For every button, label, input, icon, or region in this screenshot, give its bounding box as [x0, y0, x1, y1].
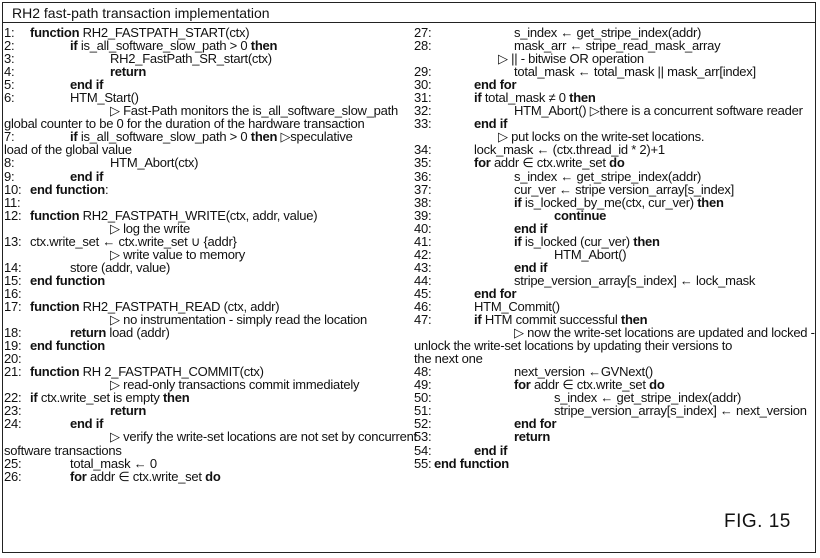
- code-text: [70, 417, 103, 430]
- code-text: [30, 274, 105, 287]
- code-fragment: s_index ← get_stripe_index(addr): [554, 390, 742, 406]
- keyword: if: [70, 129, 78, 145]
- title-bar: [2, 2, 816, 23]
- line-number: 43:: [414, 259, 432, 275]
- code-fragment: lock_mask ← (ctx.thread_id * 2)+1: [474, 142, 665, 158]
- keyword: if: [514, 194, 522, 210]
- code-fragment: load of the global value: [4, 142, 132, 158]
- line-number: 30:: [414, 77, 432, 93]
- line-number: 20:: [4, 351, 22, 367]
- keyword: function: [30, 298, 80, 314]
- line-number: 34:: [414, 142, 432, 158]
- code-fragment: ▷ no instrumentation - simply read the location: [110, 312, 367, 328]
- keyword: then: [633, 233, 660, 249]
- code-fragment: is_locked (cur_ver): [521, 233, 634, 249]
- code-fragment: :: [105, 181, 109, 197]
- keyword: for: [474, 155, 491, 171]
- code-line: [4, 209, 412, 222]
- code-fragment: RH2_FASTPATH_WRITE(ctx, addr, value): [79, 207, 318, 223]
- code-fragment: total_mask ← total_mask || mask_arr[index]: [514, 64, 756, 80]
- code-fragment: HTM_Start(): [70, 90, 139, 106]
- keyword: end for: [474, 285, 517, 301]
- code-fragment: stripe_version_array[s_index] ← lock_mask: [514, 272, 756, 288]
- line-number: 22:: [4, 390, 22, 406]
- line-number: 47:: [414, 312, 432, 328]
- code-fragment: ▷ log the write: [110, 220, 190, 236]
- keyword: then: [697, 194, 724, 210]
- code-fragment: s_index ← get_stripe_index(addr): [514, 168, 702, 184]
- keyword: end for: [474, 77, 517, 93]
- code-fragment: HTM commit successful: [481, 312, 621, 328]
- line-number: 52:: [414, 416, 432, 432]
- code-text: [554, 248, 626, 261]
- line-number: 16:: [4, 285, 22, 301]
- line-number: 18:: [4, 325, 22, 341]
- code-fragment: ▷ write value to memory: [110, 246, 246, 262]
- keyword: end function: [30, 181, 105, 197]
- code-text: [514, 196, 724, 209]
- code-fragment: RH2_FASTPATH_READ (ctx, addr): [79, 298, 280, 314]
- code-fragment: global counter to be 0 for the duration of the hardware transaction: [4, 116, 365, 132]
- keyword: return: [110, 64, 147, 80]
- code-text: [30, 339, 105, 352]
- code-fragment: ▷ verify the write-set locations are not set by concurrent: [110, 429, 417, 445]
- keyword: end if: [70, 168, 104, 184]
- line-number: 13:: [4, 233, 22, 249]
- keyword: end for: [514, 416, 557, 432]
- line-number: 45:: [414, 285, 432, 301]
- code-text: [30, 183, 108, 196]
- code-fragment: cur_ver ← stripe version_array[s_index]: [514, 181, 735, 197]
- code-text: [514, 104, 803, 117]
- code-fragment: RH2_FASTPATH_START(ctx): [79, 25, 250, 40]
- line-number: 24:: [4, 416, 22, 432]
- code-fragment: ▷ put locks on the write-set locations.: [498, 129, 705, 145]
- code-text: [554, 404, 807, 417]
- keyword: do: [649, 377, 665, 393]
- code-text: [70, 470, 221, 483]
- line-number: 14:: [4, 259, 22, 275]
- code-text: [554, 209, 606, 222]
- keyword: do: [609, 155, 625, 171]
- line-number: 8:: [4, 155, 15, 171]
- code-text: [514, 430, 550, 443]
- line-number: 5:: [4, 77, 15, 93]
- line-number: 51:: [414, 403, 432, 419]
- keyword: for: [514, 377, 531, 393]
- listing-title: RH2 fast-path transaction implementation: [12, 5, 270, 21]
- code-fragment: s_index ← get_stripe_index(addr): [514, 25, 702, 40]
- code-fragment: unlock the write-set locations by updating their versions to: [414, 338, 733, 354]
- line-number: 39:: [414, 207, 432, 223]
- line-number: 55:: [414, 455, 432, 471]
- code-text: [110, 156, 198, 169]
- keyword: do: [205, 468, 221, 484]
- line-number: 26:: [4, 468, 22, 484]
- code-fragment: is_all_software_slow_path > 0: [77, 129, 251, 145]
- line-number: 46:: [414, 298, 432, 314]
- keyword: return: [514, 429, 551, 445]
- code-fragment: RH2_FastPath_SR_start(ctx): [110, 51, 272, 67]
- line-number: 2:: [4, 38, 15, 54]
- line-number: 17:: [4, 298, 22, 314]
- code-column-right: [414, 26, 814, 470]
- code-line: [4, 248, 412, 261]
- line-number: 21:: [4, 364, 22, 380]
- code-fragment: HTM_Abort(): [554, 246, 627, 262]
- line-number: 35:: [414, 155, 432, 171]
- line-number: 25:: [4, 455, 22, 471]
- code-fragment: ▷ || - bitwise OR operation: [498, 51, 644, 67]
- code-fragment: ▷ now the write-set locations are updated and locked -: [514, 325, 815, 341]
- keyword: then: [162, 390, 190, 406]
- code-line: [4, 470, 412, 483]
- code-line: [4, 65, 412, 78]
- code-fragment: the next one: [414, 351, 483, 367]
- line-number: 6:: [4, 90, 15, 106]
- code-fragment: next_version ←GVNext(): [514, 364, 653, 380]
- code-fragment: ▷ read-only transactions commit immediately: [110, 377, 360, 393]
- code-fragment: HTM_Abort(ctx): [110, 155, 199, 171]
- line-number: 27:: [414, 25, 432, 40]
- line-number: 9:: [4, 168, 15, 184]
- line-number: 4:: [4, 64, 15, 80]
- keyword: end if: [514, 259, 548, 275]
- keyword: if: [30, 390, 38, 406]
- code-fragment: addr ∈ ctx.write_set: [530, 377, 650, 393]
- line-number: 49:: [414, 377, 432, 393]
- line-number: 1:: [4, 25, 15, 40]
- keyword: end if: [514, 220, 548, 236]
- keyword: then: [250, 38, 278, 54]
- line-number: 7:: [4, 129, 15, 145]
- code-fragment: total_mask ← 0: [70, 455, 157, 471]
- line-number: 40:: [414, 220, 432, 236]
- code-fragment: ▷speculative: [277, 129, 353, 145]
- line-number: 12:: [4, 207, 22, 223]
- code-line: [4, 143, 412, 156]
- keyword: if: [514, 233, 522, 249]
- keyword: end function: [434, 455, 509, 471]
- code-line: [414, 196, 814, 209]
- code-line: [414, 457, 814, 470]
- code-text: [110, 404, 146, 417]
- code-fragment: HTM_Abort() ▷there is a concurrent software reader: [514, 103, 803, 119]
- keyword: function: [30, 364, 80, 380]
- keyword: then: [620, 312, 648, 328]
- line-number: 36:: [414, 168, 432, 184]
- keyword: end function: [30, 272, 105, 288]
- line-number: 28:: [414, 38, 432, 54]
- line-number: 38:: [414, 194, 432, 210]
- keyword: end if: [70, 416, 104, 432]
- code-text: [110, 430, 417, 443]
- line-number: 32:: [414, 103, 432, 119]
- keyword: function: [30, 25, 80, 40]
- code-line: [4, 391, 412, 404]
- code-line: [4, 183, 412, 196]
- keyword: end if: [474, 116, 508, 132]
- line-number: 42:: [414, 246, 432, 262]
- code-fragment: HTM_Commit(): [474, 298, 560, 314]
- code-line: [4, 274, 412, 287]
- keyword: function: [30, 207, 80, 223]
- code-line: [4, 313, 412, 326]
- code-fragment: ctx.write_set is empty: [37, 390, 163, 406]
- line-number: 41:: [414, 233, 432, 249]
- keyword: then: [250, 129, 278, 145]
- code-line: [4, 156, 412, 169]
- line-number: 50:: [414, 390, 432, 406]
- code-line: [4, 444, 412, 457]
- code-fragment: ▷ Fast-Path monitors the is_all_software_slow_path: [110, 103, 398, 119]
- code-text: [110, 65, 146, 78]
- code-fragment: store (addr, value): [70, 259, 171, 275]
- code-line: [4, 404, 412, 417]
- code-fragment: mask_arr ← stripe_read_mask_array: [514, 38, 721, 54]
- code-line: [4, 339, 412, 352]
- code-fragment: software transactions: [4, 442, 122, 458]
- line-number: 19:: [4, 338, 22, 354]
- code-fragment: RH 2_FASTPATH_COMMIT(ctx): [79, 364, 264, 380]
- code-fragment: addr ∈ ctx.write_set: [86, 468, 206, 484]
- code-line: [4, 52, 412, 65]
- line-number: 37:: [414, 181, 432, 197]
- line-number: 23:: [4, 403, 22, 419]
- code-column-left: [4, 25, 417, 484]
- code-line: [414, 417, 814, 430]
- keyword: end if: [474, 442, 508, 458]
- line-number: 31:: [414, 90, 432, 106]
- keyword: end if: [70, 77, 104, 93]
- line-number: 54:: [414, 442, 432, 458]
- keyword: then: [569, 90, 596, 106]
- code-fragment: addr ∈ ctx.write_set: [490, 155, 610, 171]
- line-number: 3:: [4, 51, 15, 67]
- code-text: [434, 457, 509, 470]
- keyword: continue: [554, 207, 607, 223]
- keyword: if: [474, 90, 482, 106]
- code-line: [414, 209, 814, 222]
- line-number: 53:: [414, 429, 432, 445]
- code-fragment: stripe_version_array[s_index] ← next_version: [554, 403, 807, 419]
- keyword: return: [70, 325, 107, 341]
- keyword: end function: [30, 338, 105, 354]
- line-number: 29:: [414, 64, 432, 80]
- keyword: if: [474, 312, 482, 328]
- code-fragment: ctx.write_set ← ctx.write_set ∪ {addr}: [30, 233, 237, 249]
- keyword: for: [70, 468, 87, 484]
- code-text: [514, 274, 755, 287]
- line-number: 11:: [4, 194, 21, 210]
- line-number: 10:: [4, 181, 22, 197]
- code-fragment: is_locked_by_me(ctx, cur_ver): [521, 194, 698, 210]
- code-fragment: load (addr): [106, 325, 170, 341]
- figure-label: FIG. 15: [724, 511, 791, 532]
- code-fragment: is_all_software_slow_path > 0: [77, 38, 251, 54]
- code-line: [414, 404, 814, 417]
- code-line: [414, 248, 814, 261]
- line-number: 33:: [414, 116, 432, 132]
- line-number: 15:: [4, 272, 22, 288]
- line-number: 44:: [414, 272, 432, 288]
- code-fragment: total_mask ≠ 0: [481, 90, 570, 106]
- keyword: return: [110, 403, 147, 419]
- code-line: [4, 78, 412, 91]
- keyword: if: [70, 38, 78, 54]
- code-text: [514, 65, 756, 78]
- line-number: 48:: [414, 364, 432, 380]
